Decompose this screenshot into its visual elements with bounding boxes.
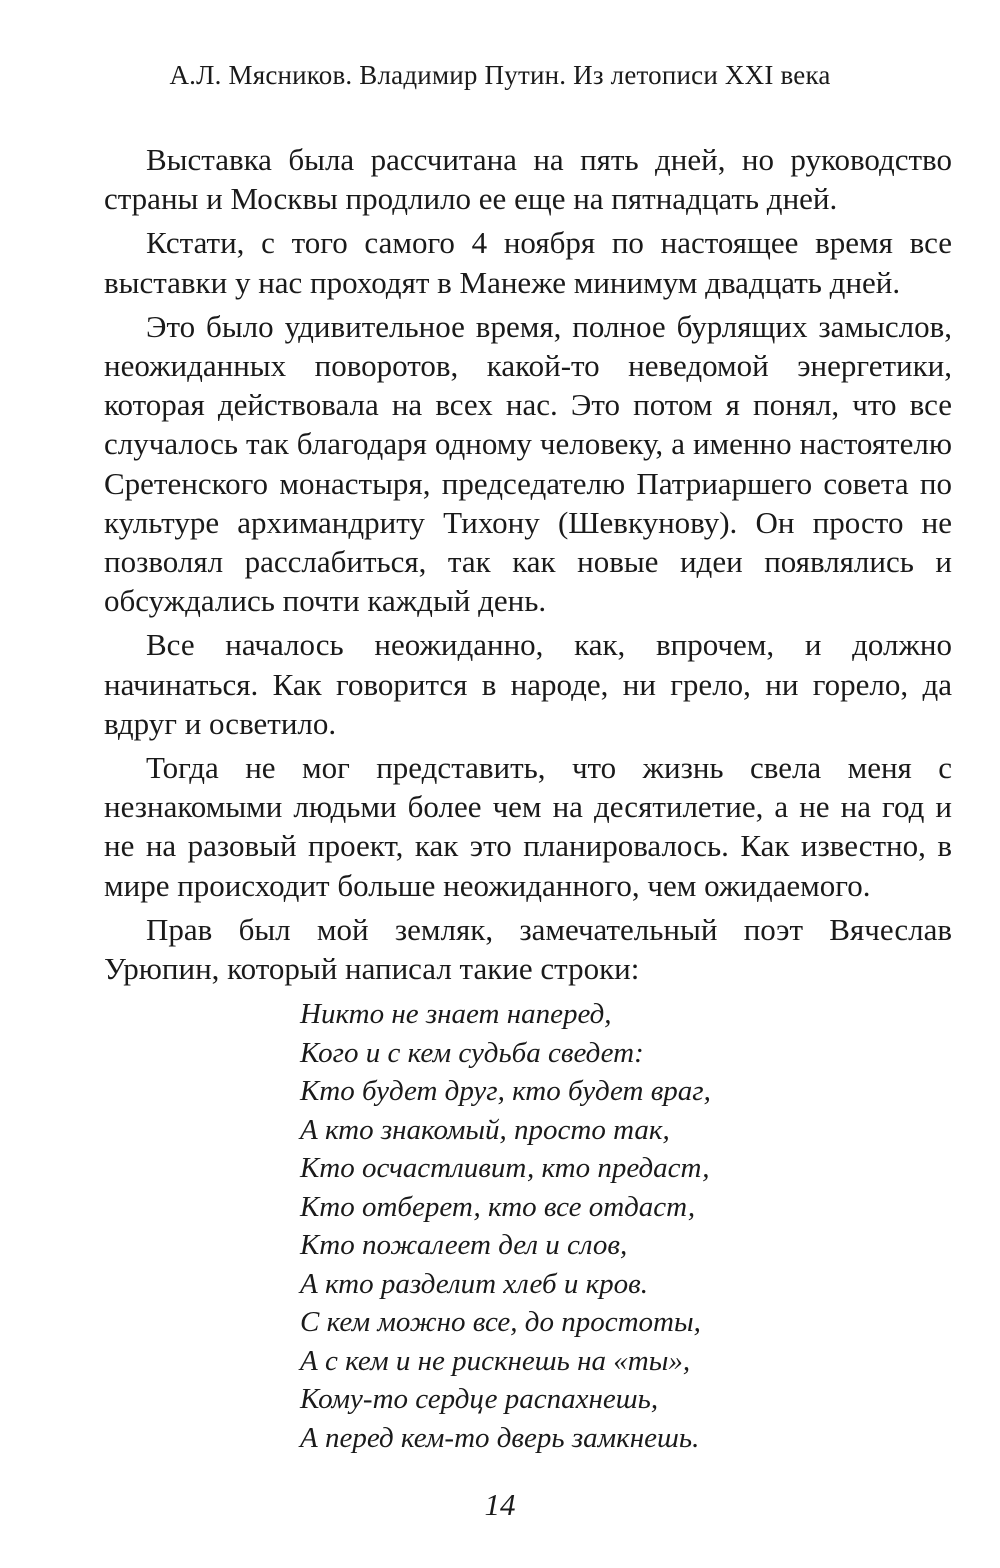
poem-line: Кто будет друг, кто будет враг, <box>300 1075 711 1107</box>
body-text <box>104 140 952 993</box>
poem <box>300 995 900 1457</box>
poem-line: Кто пожалеет дел и слов, <box>300 1229 628 1261</box>
running-head: А.Л. Мясников. Владимир Путин. Из летописи XXI века <box>169 60 831 90</box>
poem-line: А кто знакомый, просто так, <box>300 1113 670 1146</box>
poem-line: А кто разделит хлеб и кров. <box>300 1267 648 1300</box>
poem-line: А перед кем-то дверь замкнешь. <box>300 1421 700 1454</box>
paragraph: Это было удивительное время, полное бурлящих замыслов, неожиданных поворотов, какой-то неведомой энергетики, которая действовала на всех нас. Это потом я понял, что все случалось так благодаря одному человеку, а именно настоятелю Сретенского монастыря, председателю Патриаршего совета по культуре архимандриту Тихону (Шевкунову). Он просто не позволял расслабиться, так как новые идеи появлялись и обсуждались почти каждый день. <box>104 308 952 619</box>
poem-line: Кто отберет, кто все отдаст, <box>300 1190 696 1223</box>
poem-line: С кем можно все, до простоты, <box>300 1306 701 1338</box>
poem-line: Кому-то сердце распахнешь, <box>300 1383 659 1415</box>
poem-line: Кого и с кем судьба сведет: <box>300 1036 644 1069</box>
poem-line: Кто осчастливит, кто предаст, <box>300 1152 710 1184</box>
paragraph: Все началось неожиданно, как, впрочем, и должно начинаться. Как говорится в народе, ни грело, ни горело, да вдруг и осветило. <box>104 627 952 741</box>
paragraph: Тогда не мог представить, что жизнь свела меня с незнакомыми людьми более чем на десятилетие, а не на год и не на разовый проект, как это планировалось. Как известно, в мире происходит больше неожиданного, чем ожидаемого. <box>104 750 952 903</box>
paragraph: Кстати, с того самого 4 ноября по настоящее время все выставки у нас проходят в Манеже минимум двадцать дней. <box>104 225 952 300</box>
poem-line: Никто не знает наперед, <box>300 998 612 1030</box>
poem-line: А с кем и не рискнешь на «ты», <box>300 1344 691 1377</box>
paragraph: Прав был мой земляк, замечательный поэт Вячеслав Урюпин, который написал такие строки: <box>104 911 952 987</box>
page-number: 14 <box>484 1487 516 1522</box>
paragraph: Выставка была рассчитана на пять дней, но руководство страны и Москвы продлило ее еще на пятнадцать дней. <box>104 142 952 217</box>
